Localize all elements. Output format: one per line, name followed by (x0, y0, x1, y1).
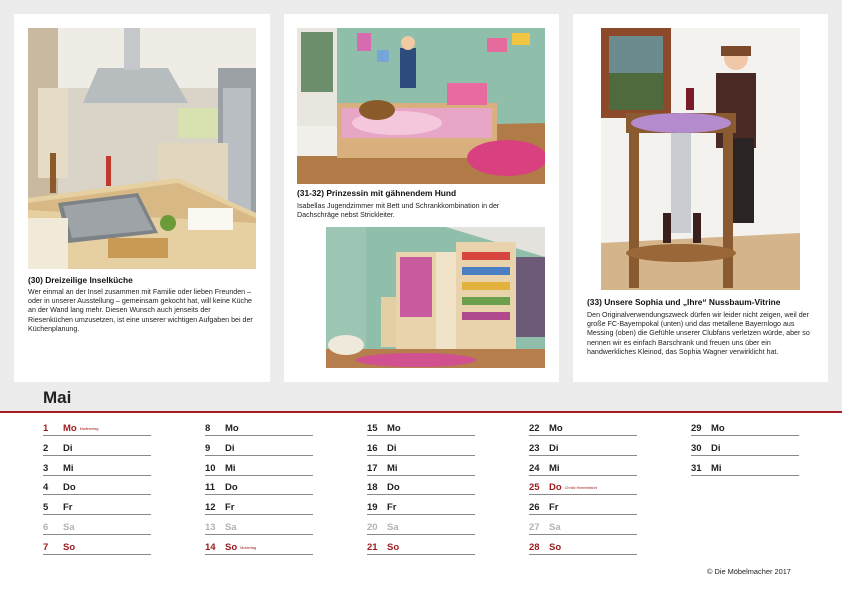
weekday-label: Mo (225, 423, 239, 434)
weekday-label: Do (387, 482, 400, 494)
calendar-day (529, 541, 637, 555)
weekday-label: So (387, 541, 400, 553)
day-number: 4 (43, 482, 49, 494)
calendar-day (529, 462, 637, 476)
holiday-note: Maifeiertag (79, 427, 99, 431)
divider-rule (0, 411, 842, 413)
day-weekday (549, 502, 559, 513)
weekday-label: Fr (63, 502, 73, 514)
day-number: 15 (367, 423, 378, 434)
day-number: 1 (43, 423, 49, 434)
weekday-label: Mo (711, 423, 725, 434)
day-number: 25 (529, 482, 540, 494)
day-number: 24 (529, 462, 540, 474)
calendar-day (43, 462, 151, 476)
weekday-label: Di (549, 442, 559, 454)
day-weekday (225, 463, 236, 474)
weekday-label: Mi (549, 462, 560, 474)
weekday-label: So (63, 541, 76, 553)
day-weekday (225, 522, 237, 533)
day-weekday (387, 443, 397, 454)
weekday-label: So (225, 541, 238, 553)
day-weekday (63, 482, 76, 493)
day-number: 14 (205, 541, 216, 553)
day-number: 3 (43, 462, 49, 474)
calendar-day (367, 442, 475, 456)
calendar-day (43, 442, 151, 456)
day-number: 12 (205, 502, 216, 514)
weekday-label: Mo (549, 423, 563, 434)
weekday-label: Mo (63, 423, 77, 434)
vitrine-photo (601, 28, 800, 290)
day-number: 11 (205, 482, 216, 494)
weekday-label: Sa (225, 522, 237, 533)
day-weekday (711, 443, 721, 454)
day-number: 30 (691, 442, 702, 454)
day-weekday (387, 482, 400, 493)
kitchen-photo (28, 28, 256, 269)
wardrobe-photo (326, 227, 545, 368)
calendar-day (529, 422, 637, 436)
calendar-day (205, 501, 313, 515)
day-number: 28 (529, 541, 540, 553)
day-number: 7 (43, 541, 49, 553)
calendar-day (367, 521, 475, 535)
day-weekday (225, 542, 256, 553)
weekday-label: Fr (549, 502, 559, 514)
calendar-day (205, 422, 313, 436)
day-weekday (387, 522, 399, 533)
day-weekday (225, 423, 239, 434)
bedroom-photo (297, 28, 545, 184)
calendar-day (691, 422, 799, 436)
weekday-label: Di (225, 442, 235, 454)
copyright: © Die Möbelmacher 2017 (707, 567, 791, 576)
calendar-day (691, 442, 799, 456)
day-weekday (387, 463, 398, 474)
weekday-label: Mi (63, 462, 74, 474)
calendar-day (43, 521, 151, 535)
day-number: 13 (205, 522, 216, 533)
day-weekday (549, 522, 561, 533)
calendar-day (529, 481, 637, 495)
photo-card-kitchen (14, 14, 270, 382)
day-number: 29 (691, 423, 702, 434)
day-number: 6 (43, 522, 49, 533)
calendar-day (205, 541, 313, 555)
day-weekday (225, 502, 235, 513)
calendar-day (367, 481, 475, 495)
day-weekday (549, 443, 559, 454)
weekday-label: Sa (387, 522, 399, 533)
vitrine-caption-title: (33) Unsere Sophia und „Ihre“ Nussbaum-Vitrine (587, 297, 781, 307)
day-number: 5 (43, 502, 49, 514)
day-number: 27 (529, 522, 540, 533)
calendar-day (43, 501, 151, 515)
day-weekday (549, 482, 597, 493)
weekday-label: Do (225, 482, 238, 494)
photo-card-vitrine (573, 14, 828, 382)
weekday-label: Sa (549, 522, 561, 533)
day-weekday (63, 443, 73, 454)
bedroom-caption-body: Isabellas Jugendzimmer mit Bett und Schrankkombination in der Dachschräge nebst Strickleiter. (297, 202, 500, 220)
day-weekday (549, 463, 560, 474)
calendar-day (367, 541, 475, 555)
day-number: 20 (367, 522, 378, 533)
weekday-label: Do (63, 482, 76, 494)
day-weekday (387, 502, 397, 513)
day-weekday (63, 463, 74, 474)
day-number: 10 (205, 462, 216, 474)
vitrine-caption-body: Den Originalverwendungszweck dürfen wir leider nicht zeigen, weil der große FC-Bayernpokal (unten) und das metallene Bayernlogo aus Messing (oben) die Gefühle unserer Clubfans verletzen würde, aber so nennen wir es einfach Barschrank und freuen uns über ein handwerkliches Kleinod, das Sophia Wagner verwirklicht hat. (587, 311, 810, 356)
calendar-day (205, 481, 313, 495)
day-number: 17 (367, 462, 378, 474)
calendar-day (367, 501, 475, 515)
weekday-label: Di (711, 442, 721, 454)
day-number: 19 (367, 502, 378, 514)
weekday-label: Mo (387, 423, 401, 434)
day-weekday (711, 463, 722, 474)
day-weekday (549, 423, 563, 434)
day-number: 26 (529, 502, 540, 514)
weekday-label: Fr (387, 502, 397, 514)
day-number: 9 (205, 442, 211, 454)
weekday-label: Fr (225, 502, 235, 514)
day-weekday (711, 423, 725, 434)
calendar-day (205, 462, 313, 476)
day-weekday (63, 522, 75, 533)
calendar-day (529, 442, 637, 456)
weekday-label: Di (387, 442, 397, 454)
day-weekday (63, 542, 75, 553)
month-title: Mai (43, 388, 72, 407)
bedroom-caption-title: (31-32) Prinzessin mit gähnendem Hund (297, 188, 457, 198)
calendar-day (205, 521, 313, 535)
calendar-day (367, 422, 475, 436)
day-weekday (225, 482, 238, 493)
weekday-label: Do (549, 482, 562, 494)
holiday-note: Muttertag (240, 545, 257, 550)
day-number: 8 (205, 423, 211, 434)
day-number: 23 (529, 442, 540, 454)
day-number: 22 (529, 423, 540, 434)
day-number: 21 (367, 541, 378, 553)
calendar-day (43, 422, 151, 436)
calendar-day (529, 521, 637, 535)
calendar-day (205, 442, 313, 456)
calendar-day (43, 541, 151, 555)
day-weekday (225, 443, 235, 454)
weekday-label: Mi (711, 462, 722, 474)
holiday-note: Christi Himmelfahrt (564, 486, 597, 491)
day-weekday (63, 423, 99, 434)
calendar-day (691, 462, 799, 476)
weekday-label: Sa (63, 522, 75, 533)
calendar-day (367, 462, 475, 476)
weekday-label: Mi (387, 462, 398, 474)
weekday-label: So (549, 541, 562, 553)
kitchen-caption-title: (30) Dreizeilige Inselküche (28, 275, 133, 285)
photo-card-bedroom (284, 14, 559, 382)
day-number: 16 (367, 442, 378, 454)
calendar-day (529, 501, 637, 515)
day-weekday (387, 542, 399, 553)
calendar-day (43, 481, 151, 495)
weekday-label: Mi (225, 462, 236, 474)
day-weekday (549, 542, 561, 553)
kitchen-caption-body: Wer einmal an der Insel zusammen mit Familie oder lieben Freunden – oder in unserer Ausstellung – gemeinsam gekocht hat, will keine Küche an der Wand lang mehr. Diesen Wunsch auch jenseits der Riesenküchen umzusetzen, ist eine unserer wichtigen Aufgaben bei der Küchenplanung. (28, 288, 253, 333)
day-weekday (387, 423, 401, 434)
day-weekday (63, 502, 73, 513)
day-number: 31 (691, 462, 702, 474)
day-number: 18 (367, 482, 378, 494)
weekday-label: Di (63, 442, 73, 454)
day-number: 2 (43, 442, 49, 454)
